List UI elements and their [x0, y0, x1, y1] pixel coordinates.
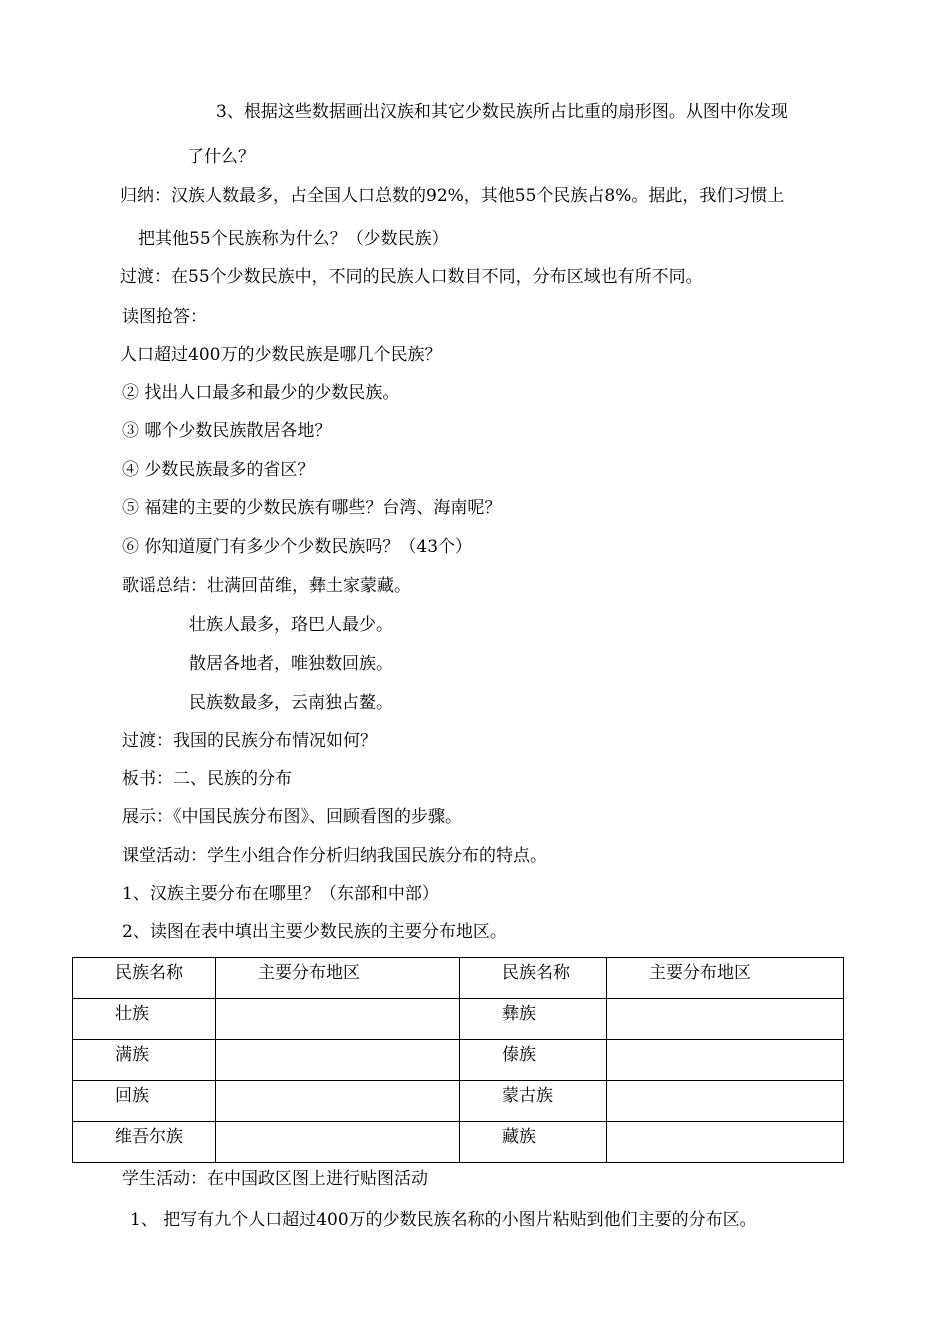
rhyme-title: 歌谣总结：壮满回苗维，彝土家蒙藏。: [122, 576, 411, 596]
paragraph-line: 1、汉族主要分布在哪里？（东部和中部）: [122, 884, 439, 904]
region-blank-cell[interactable]: [607, 1122, 844, 1163]
region-blank-cell[interactable]: [607, 1081, 844, 1122]
region-blank-cell[interactable]: [216, 999, 460, 1040]
region-blank-cell[interactable]: [607, 1040, 844, 1081]
ethnic-name-cell: 壮族: [73, 999, 216, 1040]
table-header-cell: 主要分布地区: [216, 958, 460, 999]
paragraph-line: 3、根据这些数据画出汉族和其它少数民族所占比重的扇形图。从图中你发现: [216, 102, 788, 122]
table-header-cell: 民族名称: [460, 958, 607, 999]
region-blank-cell[interactable]: [607, 999, 844, 1040]
ethnic-name-cell: 满族: [73, 1040, 216, 1081]
ethnic-name-cell: 彝族: [460, 999, 607, 1040]
paragraph-line: 课堂活动：学生小组合作分析归纳我国民族分布的特点。: [122, 846, 547, 866]
distribution-table: [72, 957, 844, 1163]
question-line: ③ 哪个少数民族散居各地？: [122, 421, 332, 441]
rhyme-line: 民族数最多，云南独占鳌。: [189, 693, 393, 713]
table-header-row: [73, 958, 844, 999]
paragraph-line: 展示：《中国民族分布图》、回顾看图的步骤。: [122, 807, 462, 827]
ethnic-name-cell: 傣族: [460, 1040, 607, 1081]
activity-line: 学生活动：在中国政区图上进行贴图活动: [122, 1169, 428, 1189]
question-line: 人口超过400万的少数民族是哪几个民族？: [120, 345, 442, 365]
region-blank-cell[interactable]: [216, 1081, 460, 1122]
ethnic-name-cell: 藏族: [460, 1122, 607, 1163]
paragraph-line: 板书：二、民族的分布: [122, 769, 292, 789]
paragraph-line: 了什么？: [187, 147, 255, 167]
table-header-cell: 主要分布地区: [607, 958, 844, 999]
table-row: [73, 999, 844, 1040]
ethnic-name-cell: 蒙古族: [460, 1081, 607, 1122]
table-row: [73, 1122, 844, 1163]
region-blank-cell[interactable]: [216, 1040, 460, 1081]
question-line: ⑥ 你知道厦门有多少个少数民族吗？（43个）: [122, 537, 473, 557]
paragraph-line: 2、读图在表中填出主要少数民族的主要分布地区。: [122, 922, 507, 942]
paragraph-line: 把其他55个民族称为什么？（少数民族）: [138, 229, 449, 249]
rhyme-line: 壮族人最多，珞巴人最少。: [189, 615, 393, 635]
paragraph-line: 归纳：汉族人数最多，占全国人口总数的92%，其他55个民族占8%。据此，我们习惯上: [120, 186, 785, 206]
ethnic-name-cell: 回族: [73, 1081, 216, 1122]
table-header-cell: 民族名称: [73, 958, 216, 999]
rhyme-line: 散居各地者，唯独数回族。: [189, 654, 393, 674]
table-row: [73, 1081, 844, 1122]
paragraph-line: 读图抢答：: [122, 307, 207, 327]
question-line: ⑤ 福建的主要的少数民族有哪些？台湾、海南呢？: [122, 498, 502, 518]
table-row: [73, 1040, 844, 1081]
region-blank-cell[interactable]: [216, 1122, 460, 1163]
question-line: ② 找出人口最多和最少的少数民族。: [122, 383, 400, 403]
activity-line: 1、 把写有九个人口超过400万的少数民族名称的小图片粘贴到他们主要的分布区。: [130, 1210, 757, 1230]
paragraph-line: 过渡：我国的民族分布情况如何？: [122, 731, 377, 751]
question-line: ④ 少数民族最多的省区？: [122, 460, 315, 480]
ethnic-name-cell: 维吾尔族: [73, 1122, 216, 1163]
paragraph-line: 过渡：在55个少数民族中，不同的民族人口数目不同，分布区域也有所不同。: [120, 267, 703, 287]
